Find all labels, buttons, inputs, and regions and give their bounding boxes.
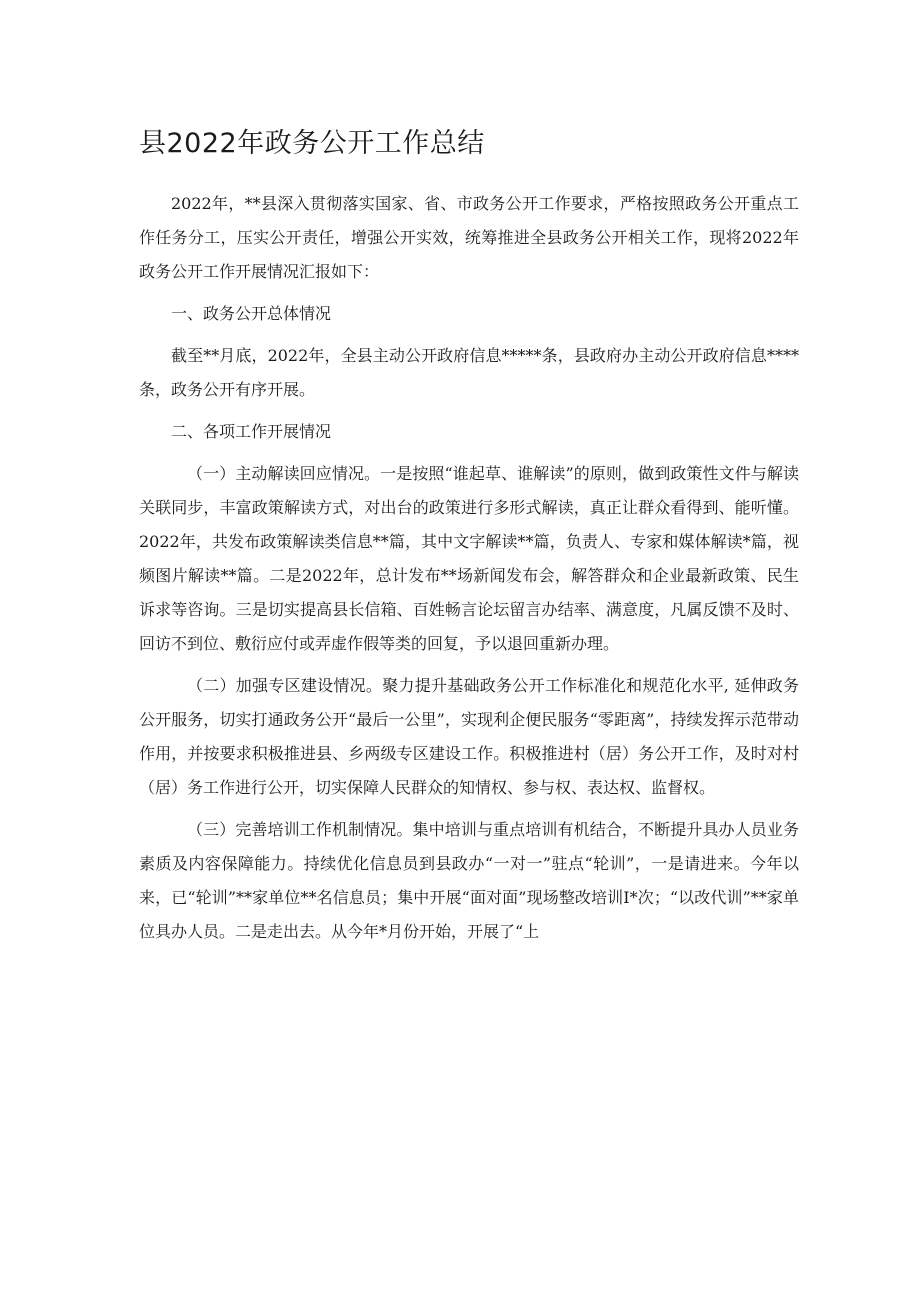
document-title: 县2022年政务公开工作总结 [139, 128, 485, 159]
section-heading-overview: 一、政务公开总体情况 [171, 304, 332, 323]
subsection-training: （三）完善培训工作机制情况。集中培训与重点培训有机结合，不断提升具办人员业务素质及内容保障能力。持续优化信息员到县政办“一对一”驻点“轮训”，一是请进来。今年以来，已“轮训”**家单位**名信息员；集中开展“面对面”现场整改培训I*次；“以改代训”**家单位具办人员。二是走出去。从今年*月份开始，开展了“上 [139, 820, 799, 941]
overview-paragraph: 截至**月底，2022年，全县主动公开政府信息*****条，县政府办主动公开政府信息****条，政务公开有序开展。 [139, 346, 799, 399]
document-body [139, 187, 799, 957]
intro-paragraph: 2022年，**县深入贯彻落实国家、省、市政务公开工作要求，严格按照政务公开重点工作任务分工，压实公开责任，增强公开实效，统筹推进全县政务公开相关工作，现将2022年政务公开工作开展情况汇报如下： [139, 194, 799, 281]
section-heading-work: 二、各项工作开展情况 [171, 422, 332, 441]
subsection-interpretation: （一）主动解读回应情况。一是按照“谁起草、谁解读”的原则，做到政策性文件与解读关联同步，丰富政策解读方式，对出台的政策进行多形式解读，真正让群众看得到、能听懂。2022年，共发布政策解读类信息**篇，其中文字解读**篇，负责人、专家和媒体解读*篇，视频图片解读**篇。二是2022年，总计发布**场新闻发布会，解答群众和企业最新政策、民生诉求等咨询。三是切实提高县长信箱、百姓畅言论坛留言办结率、满意度，凡属反馈不及时、回访不到位、敷衍应付或弄虚作假等类的回复，予以退回重新办理。 [139, 464, 799, 653]
subsection-zone-building: （二）加强专区建设情况。聚力提升基础政务公开工作标准化和规范化水平, 延伸政务公开服务，切实打通政务公开“最后一公里”，实现利企便民服务“零距离”，持续发挥示范带动作用，并按要求积极推进县、乡两级专区建设工作。积极推进村（居）务公开工作，及时对村（居）务工作进行公开，切实保障人民群众的知情权、参与权、表达权、监督权。 [139, 676, 799, 797]
